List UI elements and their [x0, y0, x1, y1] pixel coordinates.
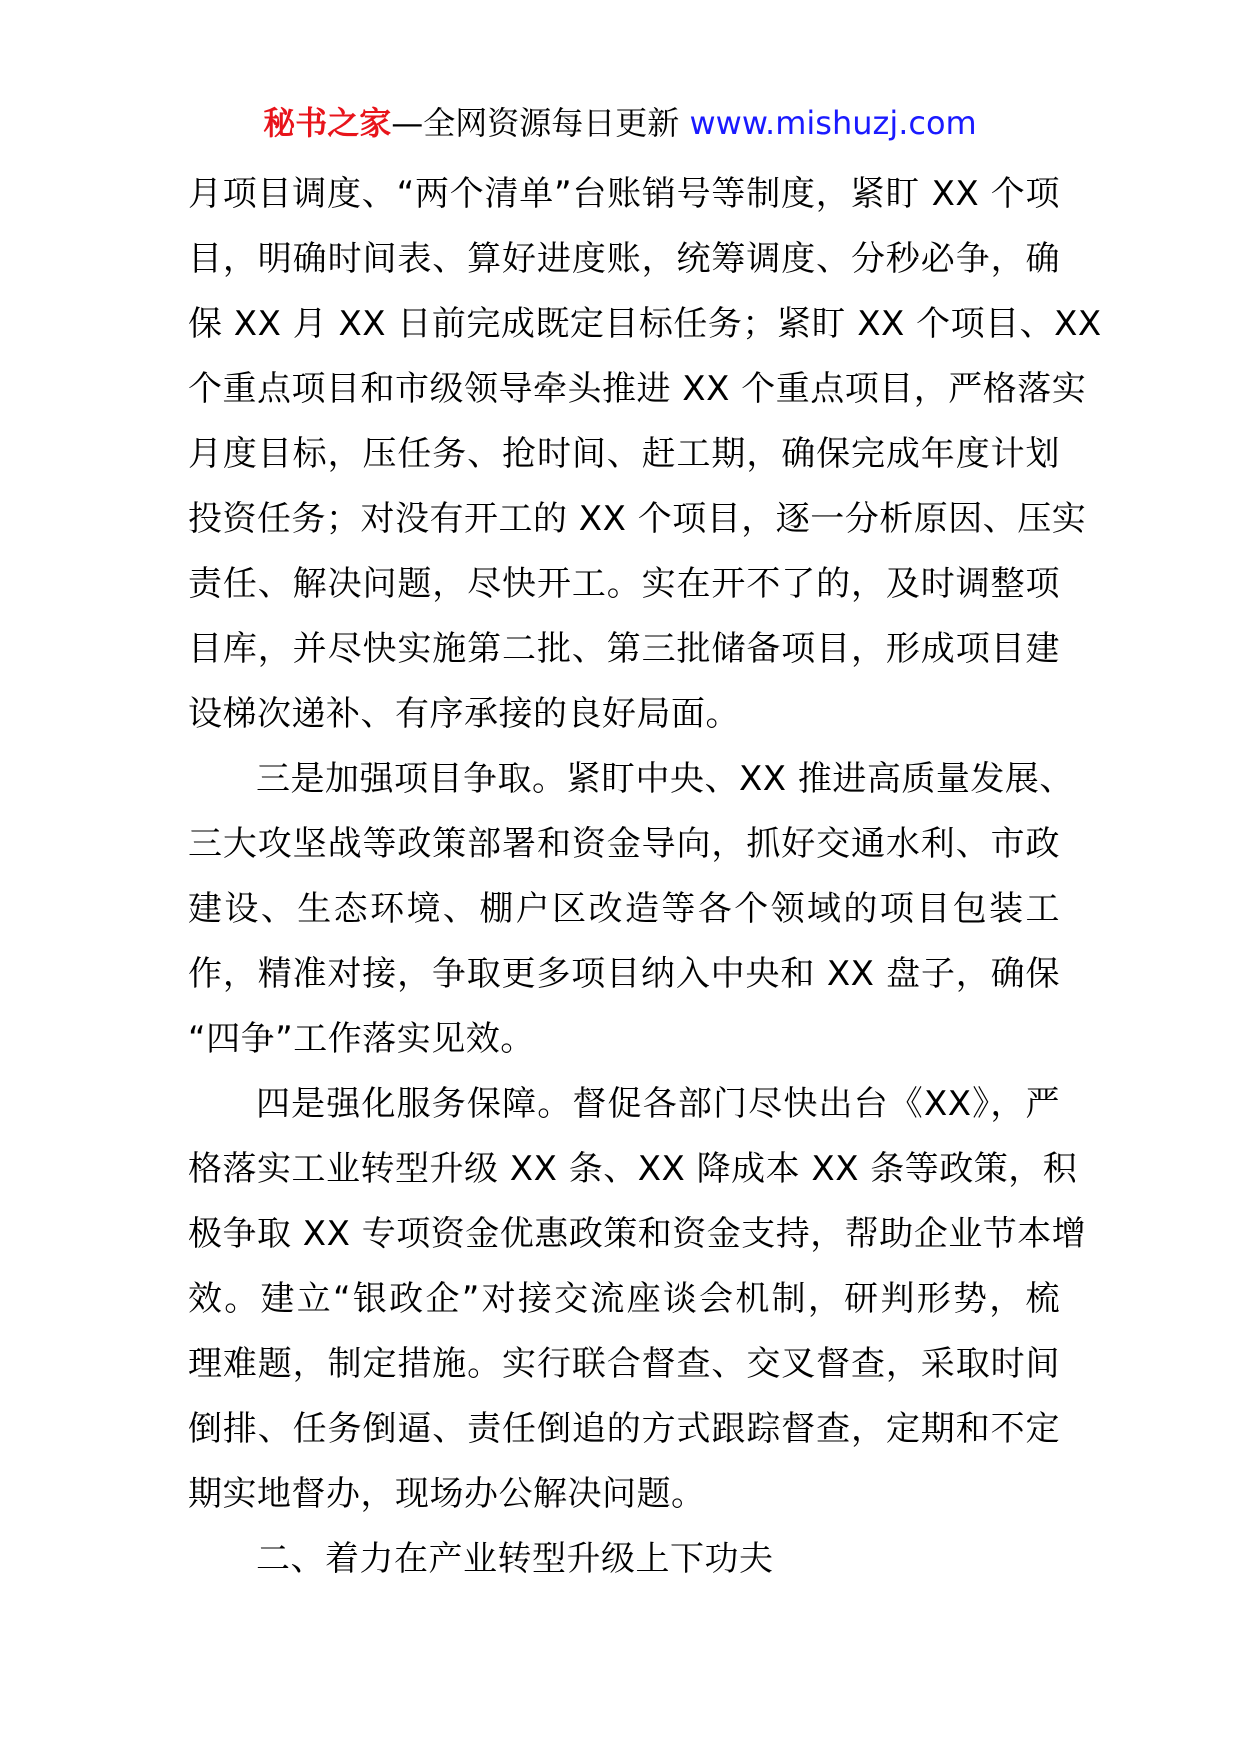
paragraph-line: 个重点项目和市级领导牵头推进 XX 个重点项目，严格落实 [188, 369, 1087, 409]
section-heading-text: 二、着力在产业转型升级上下功夫 [256, 1539, 774, 1579]
paragraph-line: 目库，并尽快实施第二批、第三批储备项目，形成项目建 [188, 629, 1060, 669]
page-header [0, 100, 1240, 146]
paragraph-line: 保 XX 月 XX 日前完成既定目标任务；紧盯 XX 个项目、XX [188, 304, 1102, 344]
paragraph-line: 三大攻坚战等政策部署和资金导向，抓好交通水利、市政 [188, 824, 1060, 864]
paragraph-2 [188, 747, 1074, 1072]
paragraph-line: 三是加强项目争取。紧盯中央、XX 推进高质量发展、 [256, 759, 1074, 799]
section-heading [188, 1527, 1060, 1592]
header-url-link[interactable]: www.mishuzj.com [689, 104, 977, 142]
document-body [188, 162, 1102, 1592]
paragraph-line: 理难题，制定措施。实行联合督查、交叉督查，采取时间 [188, 1344, 1060, 1384]
paragraph-line: “四争”工作落实见效。 [188, 1019, 535, 1059]
paragraph-line: 月项目调度、“两个清单”台账销号等制度，紧盯 XX 个项 [188, 174, 1060, 214]
header-brand: 秘书之家 [263, 104, 392, 142]
paragraph-line: 目，明确时间表、算好进度账，统筹调度、分秒必争，确 [188, 239, 1060, 279]
paragraph-line: 倒排、任务倒逼、责任倒追的方式跟踪督查，定期和不定 [188, 1409, 1060, 1449]
paragraph-3 [188, 1072, 1087, 1527]
paragraph-line: 设梯次递补、有序承接的良好局面。 [188, 694, 740, 734]
paragraph-line: 效。建立“银政企”对接交流座谈会机制，研判形势，梳 [188, 1279, 1060, 1319]
paragraph-line: 极争取 XX 专项资金优惠政策和资金支持，帮助企业节本增 [188, 1214, 1087, 1254]
header-tagline: —全网资源每日更新 [391, 104, 680, 142]
paragraph-line: 月度目标，压任务、抢时间、赶工期，确保完成年度计划 [188, 434, 1060, 474]
paragraph-line: 期实地督办，现场办公解决问题。 [188, 1474, 706, 1514]
paragraph-line: 投资任务；对没有开工的 XX 个项目，逐一分析原因、压实 [188, 499, 1087, 539]
paragraph-line: 责任、解决问题，尽快开工。实在开不了的，及时调整项 [188, 564, 1060, 604]
paragraph-line: 四是强化服务保障。督促各部门尽快出台《XX》，严 [256, 1084, 1060, 1124]
paragraph-line: 格落实工业转型升级 XX 条、XX 降成本 XX 条等政策，积 [188, 1149, 1078, 1189]
paragraph-line: 建设、生态环境、棚户区改造等各个领域的项目包装工 [188, 889, 1060, 929]
paragraph-line: 作，精准对接，争取更多项目纳入中央和 XX 盘子，确保 [188, 954, 1060, 994]
paragraph-1 [188, 162, 1102, 747]
